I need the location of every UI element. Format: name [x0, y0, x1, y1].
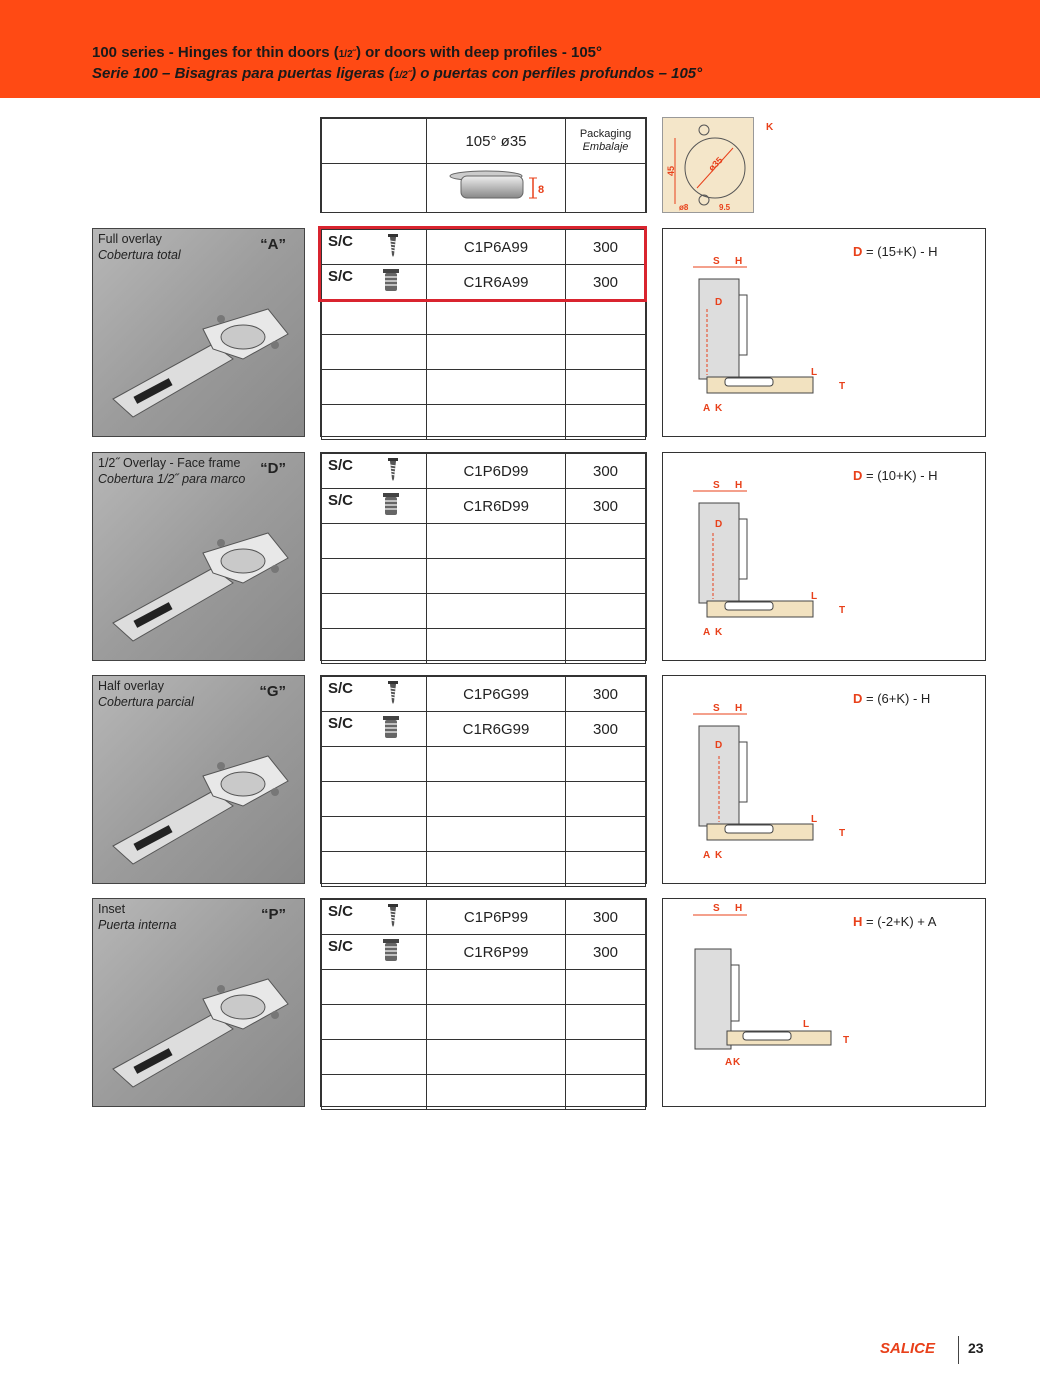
svg-text:T: T	[843, 1035, 850, 1046]
hinge-photo	[92, 675, 305, 884]
sc-cell: S/C	[322, 712, 427, 747]
footer-divider	[958, 1336, 959, 1364]
article-number: C1P6A99	[427, 230, 566, 265]
sc-cell: S/C	[322, 677, 427, 712]
mounting-diagram	[662, 898, 986, 1107]
article-number: C1P6D99	[427, 454, 566, 489]
svg-text:K: K	[733, 1057, 741, 1068]
svg-text:H: H	[735, 703, 743, 714]
svg-text:S: S	[713, 480, 720, 491]
section-drawing	[663, 676, 987, 885]
sc-cell: S/C	[322, 265, 427, 300]
sc-cell: S/C	[322, 230, 427, 265]
empty-row	[322, 405, 646, 440]
mounting-diagram	[662, 452, 986, 661]
empty-row	[322, 629, 646, 664]
header-table	[320, 117, 647, 213]
svg-text:T: T	[839, 381, 846, 392]
article-number: C1R6P99	[427, 935, 566, 970]
svg-text:D: D	[715, 519, 723, 530]
svg-text:9.5: 9.5	[719, 203, 731, 212]
table-row	[322, 935, 646, 970]
article-table	[320, 452, 647, 661]
svg-text:H: H	[735, 903, 743, 914]
svg-text:45: 45	[666, 165, 676, 176]
article-table	[320, 675, 647, 884]
dowel-icon	[382, 492, 400, 520]
hinge-image	[93, 453, 306, 662]
quantity: 300	[566, 677, 646, 712]
screw-icon	[386, 680, 400, 708]
svg-text:8: 8	[538, 184, 545, 196]
overlay-label-en: 1/2˝ Overlay - Face frame	[98, 456, 241, 470]
svg-text:L: L	[811, 367, 818, 378]
sc-cell: S/C	[322, 935, 427, 970]
section-drawing	[663, 229, 987, 438]
svg-text:T: T	[839, 828, 846, 839]
svg-text:S: S	[713, 256, 720, 267]
empty-row	[322, 782, 646, 817]
empty-row	[322, 1040, 646, 1075]
empty-row	[322, 817, 646, 852]
angle-diameter: 105° ø35	[427, 119, 566, 164]
empty-row	[322, 1075, 646, 1110]
svg-text:H: H	[735, 480, 743, 491]
empty-row	[322, 370, 646, 405]
hinge-photo	[92, 898, 305, 1107]
formula: D = (6+K) - H	[853, 691, 931, 706]
svg-text:A: A	[703, 850, 711, 861]
overlay-code: “D”	[260, 460, 286, 477]
overlay-code: “G”	[259, 683, 286, 700]
sc-cell: S/C	[322, 900, 427, 935]
table-row	[322, 900, 646, 935]
svg-text:K: K	[715, 627, 723, 638]
overlay-code: “A”	[260, 236, 286, 253]
sc-cell: S/C	[322, 489, 427, 524]
article-number: C1R6G99	[427, 712, 566, 747]
hinge-photo	[92, 228, 305, 437]
quantity: 300	[566, 265, 646, 300]
quantity: 300	[566, 230, 646, 265]
formula: D = (10+K) - H	[853, 468, 938, 483]
svg-text:ø8: ø8	[679, 203, 689, 212]
sc-cell: S/C	[322, 454, 427, 489]
svg-text:L: L	[811, 814, 818, 825]
page-header	[0, 0, 1040, 98]
empty-row	[322, 747, 646, 782]
screw-icon	[386, 903, 400, 931]
empty-row	[322, 970, 646, 1005]
drilling-template	[662, 117, 754, 213]
svg-text:D: D	[715, 740, 723, 751]
formula: D = (15+K) - H	[853, 244, 938, 259]
svg-text:H: H	[735, 256, 743, 267]
hinge-image	[93, 229, 306, 438]
empty-row	[322, 852, 646, 887]
overlay-label-es: Cobertura 1/2˝ para marco	[98, 472, 246, 486]
empty-row	[322, 335, 646, 370]
hinge-photo	[92, 452, 305, 661]
table-row	[322, 677, 646, 712]
empty-row	[322, 559, 646, 594]
quantity: 300	[566, 712, 646, 747]
dowel-icon	[382, 938, 400, 966]
quantity: 300	[566, 489, 646, 524]
overlay-label-es: Cobertura parcial	[98, 695, 194, 709]
svg-text:A: A	[703, 627, 711, 638]
quantity: 300	[566, 900, 646, 935]
overlay-label-en: Half overlay	[98, 679, 164, 693]
table-row	[322, 454, 646, 489]
page-number: 23	[968, 1340, 984, 1356]
article-number: C1R6D99	[427, 489, 566, 524]
svg-text:L: L	[811, 591, 818, 602]
mounting-diagram	[662, 675, 986, 884]
title-spanish: Serie 100 – Bisagras para puertas ligeras (1/2˝) o puertas con perfiles profundos – 105°	[92, 65, 703, 82]
table-row	[322, 712, 646, 747]
screw-icon	[386, 457, 400, 485]
empty-row	[322, 300, 646, 335]
svg-text:A: A	[703, 403, 711, 414]
overlay-label-en: Inset	[98, 902, 126, 916]
formula: H = (-2+K) + A	[853, 914, 937, 929]
brand-logo: SALICE	[880, 1340, 936, 1357]
overlay-label-en: Full overlay	[98, 232, 162, 246]
quantity: 300	[566, 454, 646, 489]
quantity: 300	[566, 935, 646, 970]
title-english: 100 series - Hinges for thin doors (1/2˝) or doors with deep profiles - 105°	[92, 44, 603, 61]
empty-row	[322, 1005, 646, 1040]
empty-row	[322, 524, 646, 559]
svg-text:K: K	[715, 850, 723, 861]
hinge-image	[93, 899, 306, 1108]
section-drawing	[663, 899, 987, 1108]
template-k-label: K	[766, 122, 774, 133]
overlay-code: “P”	[260, 906, 286, 923]
hinge-image	[93, 676, 306, 885]
svg-text:K: K	[715, 403, 723, 414]
svg-text:T: T	[839, 605, 846, 616]
overlay-label-es: Puerta interna	[98, 918, 177, 932]
article-number: C1P6P99	[427, 900, 566, 935]
svg-text:S: S	[713, 903, 720, 914]
overlay-label-es: Cobertura total	[98, 248, 181, 262]
packaging-header: Packaging Embalaje	[566, 119, 646, 164]
svg-text:L: L	[803, 1019, 810, 1030]
svg-text:D: D	[715, 297, 723, 308]
article-number: C1R6A99	[427, 265, 566, 300]
empty-row	[322, 594, 646, 629]
highlight-box	[318, 226, 647, 302]
article-table	[320, 898, 647, 1107]
article-number: C1P6G99	[427, 677, 566, 712]
svg-text:ø35: ø35	[706, 155, 725, 174]
svg-text:A: A	[725, 1057, 733, 1068]
svg-text:S: S	[713, 703, 720, 714]
dowel-icon	[382, 715, 400, 743]
table-row	[322, 489, 646, 524]
section-drawing	[663, 453, 987, 662]
cup-image	[427, 164, 566, 213]
mounting-diagram	[662, 228, 986, 437]
